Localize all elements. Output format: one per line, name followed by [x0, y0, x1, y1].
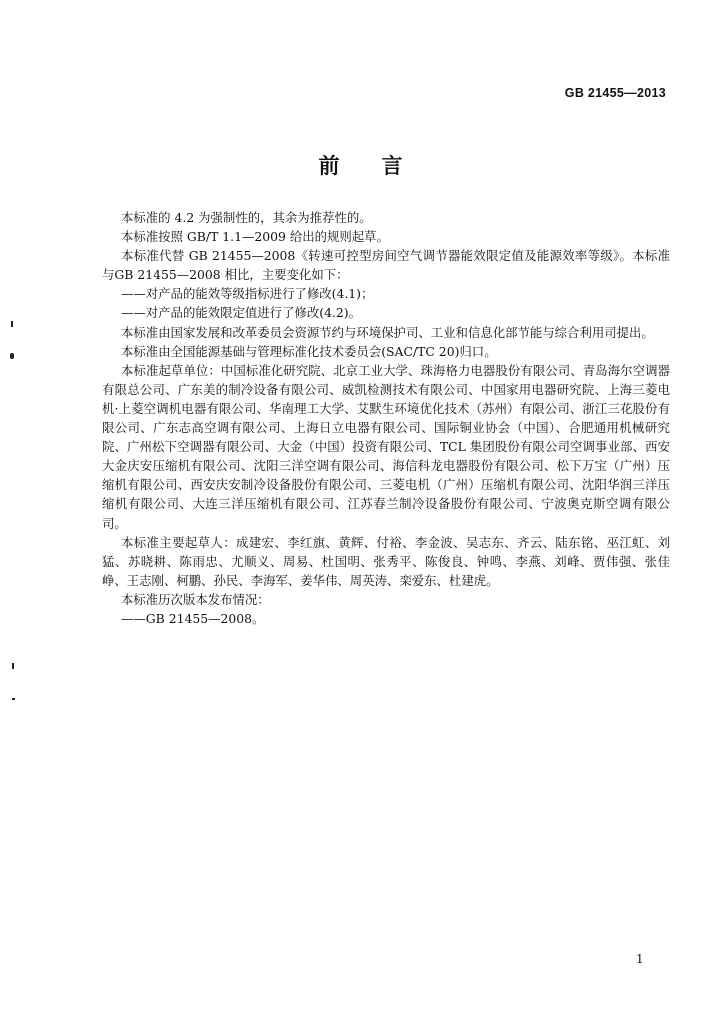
scan-artifact: [10, 353, 14, 359]
history-item: ——GB 21455—2008。: [121, 610, 265, 626]
paragraph-proposed-by: 本标准由国家发展和改革委员会资源节约与环境保护司、工业和信息化部节能与综合利用司提出。: [121, 324, 654, 340]
paragraph-drafters: 本标准主要起草人：成建宏、李红旗、黄辉、付裕、李金波、吴志东、齐云、陆东铭、巫江虹、刘猛、苏晓耕、陈雨忠、尤顺义、周易、杜国明、张秀平、陈俊良、钟鸣、李燕、刘峰、贾伟强、张佳峥、王志刚、柯鹏、孙民、李海军、姜华伟、周英涛、栾爱东、杜建虎。: [102, 534, 670, 588]
paragraph-mandatory-clause: 本标准的 4.2 为强制性的，其余为推荐性的。: [121, 210, 372, 225]
paragraph-history-title: 本标准历次版本发布情况：: [121, 591, 270, 607]
paragraph-replaces: 本标准代替 GB 21455—2008《转速可控型房间空气调节器能效限定值及能源效率等级》。本标准与GB 21455—2008 相比，主要变化如下：: [102, 248, 670, 283]
paragraph-centralized-by: 本标准由全国能源基础与管理标准化技术委员会(SAC/TC 20)归口。: [121, 343, 497, 359]
change-item: ——对产品的能效等级指标进行了修改(4.1)；: [121, 286, 374, 302]
page-title: [0, 150, 721, 180]
page-number: 1: [636, 952, 644, 966]
title-char-1: 前: [318, 153, 340, 178]
title-char-2: 言: [381, 153, 403, 178]
change-item: ——对产品的能效限定值进行了修改(4.2)。: [121, 305, 362, 321]
paragraph-drafting-units: 本标准起草单位：中国标准化研究院、北京工业大学、珠海格力电器股份有限公司、青岛海尔空调器有限总公司、广东美的制冷设备有限公司、威凯检测技术有限公司、中国家用电器研究院、上海三菱电机·上菱空调机电器有限公司、华南理工大学、艾默生环境优化技术（苏州）有限公司、浙江三花股份有限公司、广东志高空调有限公司、上海日立电器有限公司、国际铜业协会（中国）、合肥通用机械研究院、广州松下空调器有限公司、大金（中国）投资有限公司、TCL 集团股份有限公司空调事业部、西安大金庆安压缩机有限公司、沈阳三洋空调有限公司、海信科龙电器股份有限公司、松下万宝（广州）压缩机有限公司、西安庆安制冷设备股份有限公司、三菱电机（广州）压缩机有限公司、沈阳华润三洋压缩机有限公司、大连三洋压缩机有限公司、江苏春兰制冷设备股份有限公司、宁波奥克斯空调有限公司。: [102, 362, 670, 531]
scan-artifact: [12, 663, 14, 669]
foreword-body: [102, 208, 670, 628]
scan-artifact: [12, 698, 15, 700]
standard-number: GB 21455—2013: [564, 86, 666, 100]
scan-artifact: [11, 321, 13, 327]
paragraph-drafting-rules: 本标准按照 GB/T 1.1—2009 给出的规则起草。: [121, 229, 389, 245]
